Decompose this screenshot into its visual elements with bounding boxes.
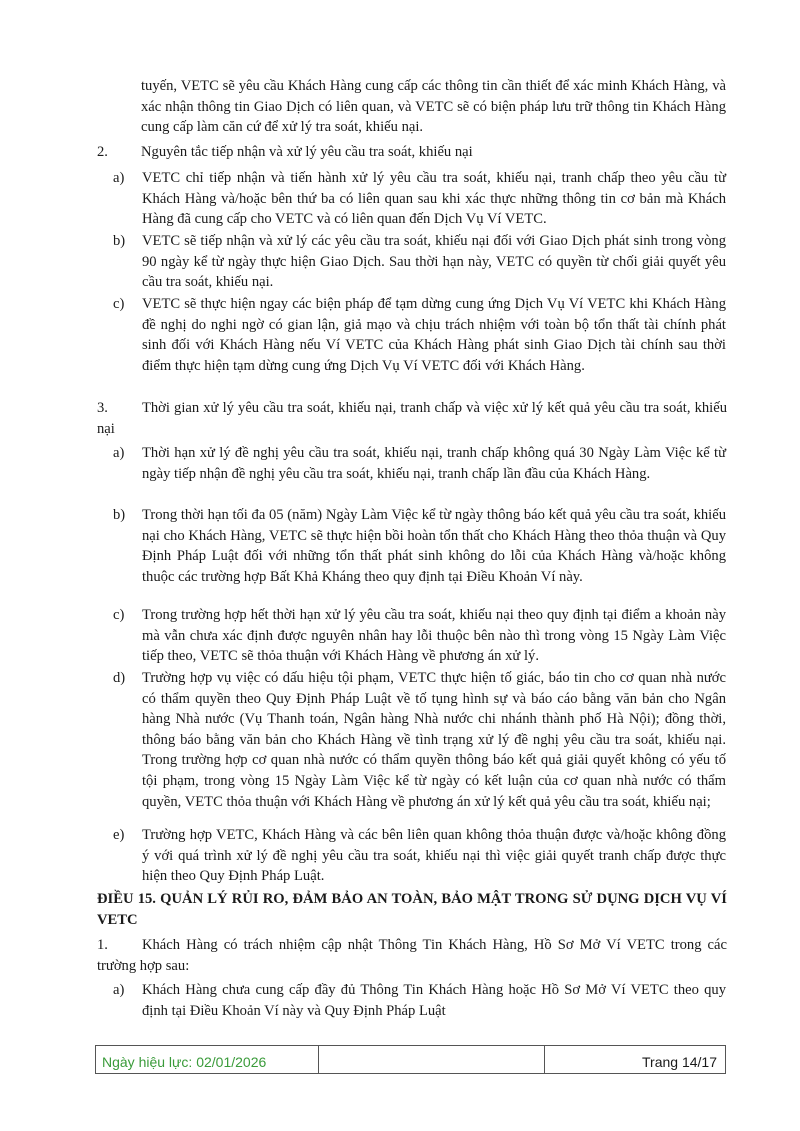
list-item: d) Trường hợp vụ việc có dấu hiệu tội phạm, VETC thực hiện tố giác, báo tin cho cơ quan nhà nước có thẩm quyền theo Quy Định Pháp Luật về tố tụng hình sự và báo cáo bằng văn bản cho Ngân hàng Nhà nước (Vụ Thanh toán, Ngân hàng Nhà nước chi nhánh thành phố Hà Nội); đồng thời, thông báo bằng văn bản cho Khách Hàng về tình trạng xử lý đề nghị yêu cầu tra soát, khiếu nại. Trong trường hợp cơ quan nhà nước có thẩm quyền thông báo kết quả giải quyết không có yếu tố tội phạm, trong vòng 15 Ngày Làm Việc kể từ ngày có kết luận của cơ quan nhà nước có thẩm quyền, VETC thỏa thuận với Khách Hàng về phương án xử lý kết quả yêu cầu tra soát, khiếu nại;	[113, 670, 726, 810]
section-3-header	[97, 398, 727, 439]
list-item: a) VETC chỉ tiếp nhận và tiến hành xử lý yêu cầu tra soát, khiếu nại, tranh chấp theo yêu cầu từ Khách Hàng và/hoặc bên thứ ba có liên quan sau khi xác thực những thông tin cơ bản mà Khách Hàng đã cung cấp cho VETC và có liên quan đến Dịch Vụ Ví VETC.	[113, 170, 726, 228]
article-15-section-1	[97, 935, 727, 976]
intro-paragraph: tuyến, VETC sẽ yêu cầu Khách Hàng cung cấp các thông tin cần thiết để xác minh Khách Hàng, và xác nhận thông tin Giao Dịch có liên quan, và VETC sẽ có biện pháp lưu trữ thông tin Khách Hàng cung cấp làm căn cứ để xử lý tra soát, khiếu nại.	[141, 78, 726, 136]
effective-date: Ngày hiệu lực: 02/01/2026	[96, 1046, 319, 1073]
footer-blank-cell	[319, 1046, 545, 1073]
article-15-section-1-number: 1.	[97, 937, 108, 953]
page-footer	[95, 1045, 726, 1074]
list-item: a) Khách Hàng chưa cung cấp đầy đủ Thông Tin Khách Hàng hoặc Hồ Sơ Mở Ví VETC theo quy định tại Điều Khoản Ví này và Quy Định Pháp Luật	[113, 982, 726, 1019]
section-2-header	[97, 142, 727, 164]
article-15-heading: ĐIỀU 15. QUẢN LÝ RỦI RO, ĐẢM BẢO AN TOÀN, BẢO MẬT TRONG SỬ DỤNG DỊCH VỤ VÍ VETC	[97, 891, 727, 928]
section-2-title: Nguyên tắc tiếp nhận và xử lý yêu cầu tra soát, khiếu nại	[141, 144, 473, 160]
section-3-title: Thời gian xử lý yêu cầu tra soát, khiếu nại, tranh chấp và việc xử lý kết quả yêu cầu tra soát, khiếu nại	[97, 400, 727, 437]
list-item: b) VETC sẽ tiếp nhận và xử lý các yêu cầu tra soát, khiếu nại đối với Giao Dịch phát sinh trong vòng 90 ngày kể từ ngày thực hiện Giao Dịch. Sau thời hạn này, VETC có quyền từ chối giải quyết yêu cầu tra soát, khiếu nại.	[113, 233, 726, 291]
list-item: c) Trong trường hợp hết thời hạn xử lý yêu cầu tra soát, khiếu nại theo quy định tại điểm a khoản này mà vẫn chưa xác định được nguyên nhân hay lỗi thuộc bên nào thì trong vòng 15 Ngày Làm Việc tiếp theo, VETC sẽ thỏa thuận với Khách Hàng về phương án xử lý.	[113, 607, 726, 665]
section-2-number: 2.	[97, 144, 108, 160]
list-item: b) Trong thời hạn tối đa 05 (năm) Ngày Làm Việc kể từ ngày thông báo kết quả yêu cầu tra soát, khiếu nại cho Khách Hàng, VETC sẽ thực hiện bồi hoàn tổn thất cho Khách Hàng theo thỏa thuận và Quy Định Pháp Luật đối với những tổn thất phát sinh không do lỗi của Khách Hàng và/hoặc không thuộc các trường hợp Bất Khả Kháng theo quy định tại Điều Khoản Ví này.	[113, 507, 726, 585]
list-item: c) VETC sẽ thực hiện ngay các biện pháp để tạm dừng cung ứng Dịch Vụ Ví VETC khi Khách Hàng đề nghị do nghi ngờ có gian lận, giả mạo và chịu trách nhiệm với toàn bộ tổn thất tài chính phát sinh đối với Khách Hàng nếu Ví VETC của Khách Hàng phát sinh Giao Dịch tài chính sau thời điểm thực hiện tạm dừng cung ứng Dịch Vụ Ví VETC đối với Khách Hàng.	[113, 296, 726, 374]
list-item: e) Trường hợp VETC, Khách Hàng và các bên liên quan không thỏa thuận được và/hoặc không đồng ý với quá trình xử lý đề nghị yêu cầu tra soát, khiếu nại thì việc giải quyết tranh chấp được thực hiện theo Quy Định Pháp Luật.	[113, 827, 726, 885]
page-number: Trang 14/17	[642, 1054, 717, 1070]
article-15-section-1-title: Khách Hàng có trách nhiệm cập nhật Thông Tin Khách Hàng, Hồ Sơ Mở Ví VETC trong các trường hợp sau:	[97, 937, 727, 974]
list-item: a) Thời hạn xử lý đề nghị yêu cầu tra soát, khiếu nại, tranh chấp không quá 30 Ngày Làm Việc kể từ ngày tiếp nhận đề nghị yêu cầu tra soát, khiếu nại, tranh chấp lần đầu của Khách Hàng.	[113, 445, 726, 482]
section-3-number: 3.	[97, 400, 108, 416]
